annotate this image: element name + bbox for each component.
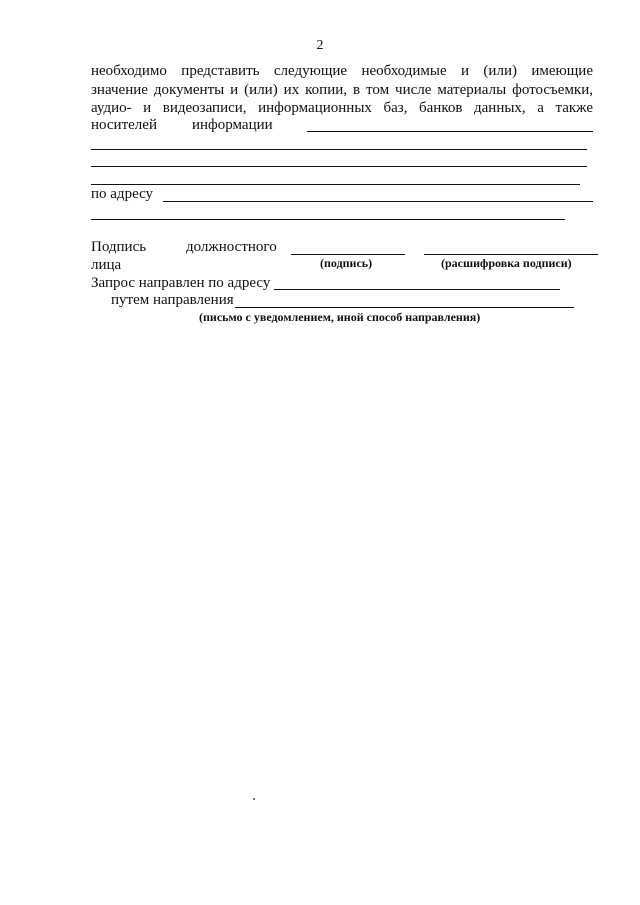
sent-to-field[interactable] <box>274 289 560 290</box>
paragraph-line: значение документы и (или) их копии, в том числе материалы фотосъемки, <box>91 81 593 98</box>
signature-label: Подпись <box>91 239 147 255</box>
request-paragraph <box>91 62 593 118</box>
signature-label-person: лица <box>91 257 122 273</box>
address-field[interactable] <box>163 201 593 202</box>
paragraph-line: необходимо представить следующие необходимые и (или) имеющие <box>91 63 593 79</box>
signature-decoding-caption: (расшифровка подписи) <box>441 256 572 270</box>
signature-decoding-field[interactable] <box>424 254 598 255</box>
information-field-line[interactable] <box>91 184 580 185</box>
signature-label-official: должностного <box>186 239 277 255</box>
method-caption: (письмо с уведомлением, иной способ направления) <box>199 310 481 324</box>
sent-to-label: Запрос направлен по адресу <box>91 275 271 291</box>
address-label: по адресу <box>91 186 154 202</box>
method-field[interactable] <box>235 307 574 308</box>
information-field-line[interactable] <box>91 166 587 167</box>
signature-caption: (подпись) <box>320 256 373 270</box>
scan-speck <box>253 798 255 800</box>
information-label: информации <box>192 117 273 133</box>
carriers-label: носителей <box>91 117 157 133</box>
paragraph-line: аудио- и видеозаписи, информационных баз, банков данных, а также <box>91 100 593 116</box>
information-field-line[interactable] <box>91 149 587 150</box>
page-number: 2 <box>316 38 324 53</box>
address-field-line[interactable] <box>91 219 565 220</box>
signature-field[interactable] <box>291 254 405 255</box>
method-label: путем направления <box>111 292 234 308</box>
information-field[interactable] <box>307 131 593 132</box>
